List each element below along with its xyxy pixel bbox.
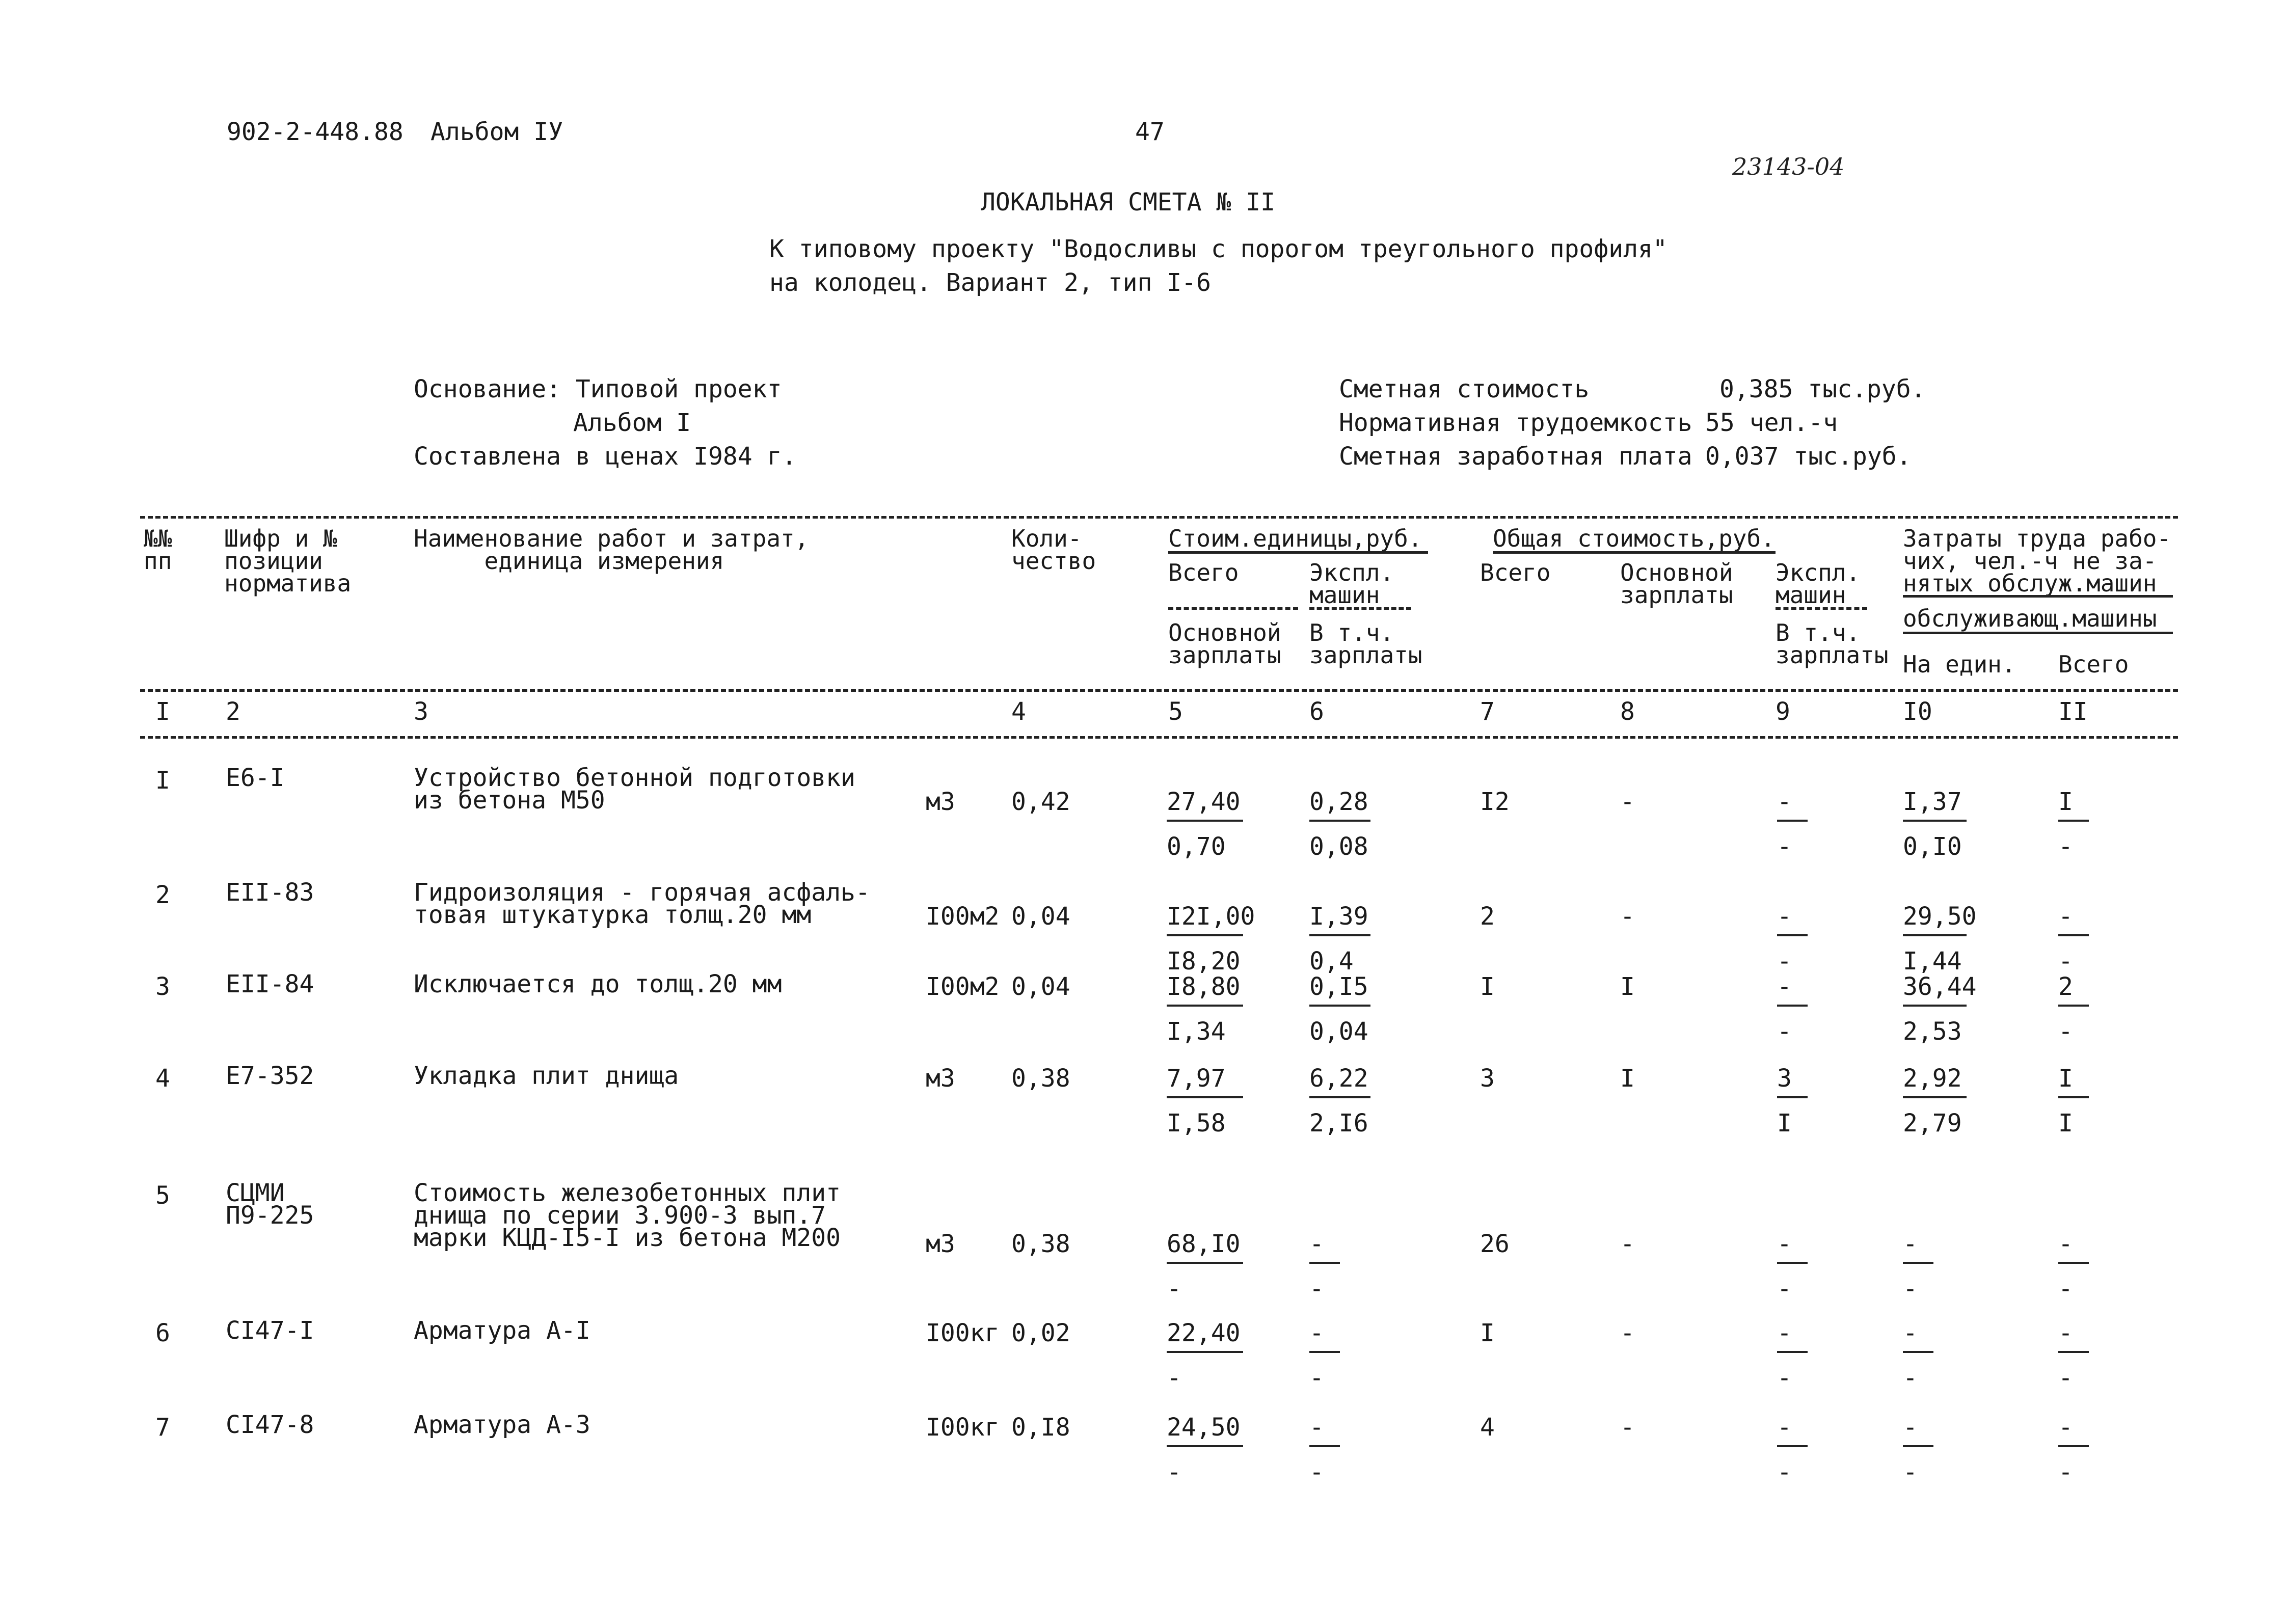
header-labor-sub: обслуживающ.машины	[1903, 605, 2157, 632]
row-name: Арматура А-I	[414, 1316, 590, 1345]
row-total-cost: 2	[1480, 902, 1495, 931]
row-c10-bottom: 2,53	[1903, 1017, 1962, 1046]
row-c6-bottom: 2,I6	[1309, 1109, 1368, 1138]
colnum-11: II	[2058, 697, 2088, 726]
row-c10-fraction-line	[1903, 1262, 1933, 1264]
row-code: Е7-352	[226, 1062, 314, 1090]
row-c10-top: 29,50	[1903, 902, 1977, 931]
summary-label-wage: Сметная заработная плата	[1339, 442, 1692, 471]
row-c9-bottom: I	[1777, 1109, 1792, 1138]
row-code: Е6-I	[226, 764, 285, 792]
header-c5-divider	[1168, 607, 1298, 610]
row-c9-top: -	[1777, 1230, 1792, 1258]
row-c10-bottom: I,44	[1903, 947, 1962, 976]
row-c6-fraction-line	[1309, 820, 1370, 822]
basis-line2: Альбом I	[573, 409, 691, 437]
row-number: I	[155, 766, 170, 795]
row-c11-top: 2	[2058, 972, 2073, 1001]
row-c11-fraction-line	[2058, 1351, 2089, 1353]
row-c6-top: -	[1309, 1230, 1324, 1258]
colnum-4: 4	[1011, 697, 1026, 726]
row-total-cost: I	[1480, 1319, 1495, 1347]
row-total-base-wage: -	[1620, 902, 1635, 931]
row-name: Арматура А-3	[414, 1411, 590, 1439]
row-c11-top: -	[2058, 1230, 2073, 1258]
header-name: Наименование работ и затрат, единица измерения	[414, 525, 809, 575]
header-c9-divider	[1776, 607, 1867, 610]
row-c9-fraction-line	[1777, 1005, 1808, 1007]
row-c9-bottom: -	[1777, 1458, 1792, 1486]
header-top-rule	[140, 516, 2178, 519]
row-c9-top: -	[1777, 902, 1792, 931]
row-quantity: 0,02	[1011, 1319, 1070, 1347]
row-c10-fraction-line	[1903, 1445, 1933, 1447]
row-name: Гидроизоляция - горячая асфаль- товая штукатурка толщ.20 мм	[414, 878, 870, 929]
summary-value-wage: 0,037 тыс.руб.	[1705, 442, 1912, 471]
row-c10-bottom: -	[1903, 1364, 1918, 1392]
row-c11-top: I	[2058, 1064, 2073, 1093]
row-c11-fraction-line	[2058, 934, 2089, 936]
header-quantity: Коли- чество	[1011, 525, 1096, 575]
row-c10-fraction-line	[1903, 1005, 1967, 1007]
row-c5-fraction-line	[1167, 1005, 1243, 1007]
document-title: ЛОКАЛЬНАЯ СМЕТА № II	[981, 188, 1275, 216]
header-code: Шифр и № позиции норматива	[224, 525, 352, 597]
row-c9-bottom: -	[1777, 1364, 1792, 1392]
row-c9-bottom: -	[1777, 947, 1792, 976]
row-c5-top: 24,50	[1167, 1413, 1241, 1442]
row-c11-bottom: -	[2058, 1275, 2073, 1303]
colnum-3: 3	[414, 697, 428, 726]
row-number: 3	[155, 972, 170, 1001]
summary-value-cost: 0,385 тыс.руб.	[1719, 375, 1926, 403]
row-name: Исключается до толщ.20 мм	[414, 970, 782, 998]
row-name: Укладка плит днища	[414, 1062, 679, 1090]
header-c6-divider	[1309, 607, 1411, 610]
row-number: 6	[155, 1319, 170, 1347]
row-quantity: 0,42	[1011, 788, 1070, 816]
row-c9-fraction-line	[1777, 820, 1808, 822]
header-c6-top: Экспл. машин	[1309, 559, 1394, 609]
row-c5-top: 68,I0	[1167, 1230, 1241, 1258]
row-unit: м3	[926, 788, 955, 816]
colnum-8: 8	[1620, 697, 1635, 726]
colnum-6: 6	[1309, 697, 1324, 726]
header-row-number: №№ пп	[144, 525, 172, 575]
row-total-cost: 3	[1480, 1064, 1495, 1093]
row-total-base-wage: -	[1620, 1230, 1635, 1258]
row-c10-top: -	[1903, 1413, 1918, 1442]
subtitle-line2: на колодец. Вариант 2, тип I-6	[769, 268, 1211, 297]
row-total-base-wage: -	[1620, 1319, 1635, 1347]
summary-value-labor: 55 чел.-ч	[1705, 409, 1838, 437]
handwritten-code: 23143-04	[1732, 153, 1845, 180]
row-c5-bottom: I,34	[1167, 1017, 1226, 1046]
row-quantity: 0,38	[1011, 1064, 1070, 1093]
row-unit: м3	[926, 1230, 955, 1258]
row-c6-top: -	[1309, 1319, 1324, 1347]
row-total-base-wage: I	[1620, 972, 1635, 1001]
row-c10-bottom: 0,I0	[1903, 832, 1962, 861]
row-c10-top: -	[1903, 1230, 1918, 1258]
row-unit: I00кг	[926, 1413, 1000, 1442]
row-c5-top: 27,40	[1167, 788, 1241, 816]
header-c5-bottom: Основной зарплаты	[1168, 619, 1281, 669]
row-c5-bottom: -	[1167, 1458, 1181, 1486]
row-code: ЕII-84	[226, 970, 314, 998]
row-c6-fraction-line	[1309, 1262, 1340, 1264]
row-c10-bottom: 2,79	[1903, 1109, 1962, 1138]
row-total-cost: 4	[1480, 1413, 1495, 1442]
row-c11-fraction-line	[2058, 820, 2089, 822]
header-labor-underline	[1903, 595, 2173, 598]
row-c9-bottom: -	[1777, 832, 1792, 861]
row-c10-top: -	[1903, 1319, 1918, 1347]
row-c11-bottom: -	[2058, 947, 2073, 976]
row-c6-fraction-line	[1309, 1005, 1370, 1007]
header-c5-top: Всего	[1168, 559, 1239, 586]
header-c6-bottom: В т.ч. зарплаты	[1309, 619, 1422, 669]
row-unit: I00м2	[926, 972, 1000, 1001]
header-c7: Всего	[1480, 559, 1551, 586]
row-name: Стоимость железобетонных плит днища по серии 3.900-3 вып.7 марки КЦД-I5-I из бетона М200	[414, 1179, 841, 1252]
row-c6-bottom: 0,08	[1309, 832, 1368, 861]
row-total-base-wage: -	[1620, 788, 1635, 816]
basis-line3: Составлена в ценах I984 г.	[414, 442, 797, 471]
row-code: СЦМИ П9-225	[226, 1179, 314, 1230]
row-c5-fraction-line	[1167, 1096, 1243, 1098]
row-c10-fraction-line	[1903, 820, 1967, 822]
row-c9-fraction-line	[1777, 1445, 1808, 1447]
row-c5-fraction-line	[1167, 1262, 1243, 1264]
header-bottom-rule	[140, 736, 2178, 739]
row-c10-top: 36,44	[1903, 972, 1977, 1001]
header-mid-rule	[140, 689, 2178, 692]
page-number: 47	[1135, 118, 1165, 146]
row-number: 4	[155, 1064, 170, 1093]
colnum-9: 9	[1776, 697, 1790, 726]
row-total-base-wage: -	[1620, 1413, 1635, 1442]
doc-code: 902-2-448.88	[227, 118, 404, 146]
row-c11-fraction-line	[2058, 1262, 2089, 1264]
row-c10-bottom: -	[1903, 1458, 1918, 1486]
row-unit: м3	[926, 1064, 955, 1093]
row-c10-fraction-line	[1903, 1351, 1933, 1353]
header-total-cost: Общая стоимость,руб.	[1493, 525, 1775, 552]
row-number: 2	[155, 881, 170, 909]
row-c11-top: -	[2058, 902, 2073, 931]
header-unit-cost: Стоим.единицы,руб.	[1168, 525, 1422, 552]
row-c10-bottom: -	[1903, 1275, 1918, 1303]
row-code: ЕII-83	[226, 878, 314, 907]
row-c5-fraction-line	[1167, 934, 1243, 936]
header-unit-cost-underline	[1168, 551, 1428, 554]
row-c11-top: I	[2058, 788, 2073, 816]
header-labor: Затраты труда рабо- чих, чел.-ч не за- нятых обслуж.машин	[1903, 525, 2171, 597]
row-number: 7	[155, 1413, 170, 1442]
row-unit: I00кг	[926, 1319, 1000, 1347]
row-c10-fraction-line	[1903, 1096, 1967, 1098]
row-c11-fraction-line	[2058, 1096, 2089, 1098]
colnum-2: 2	[226, 697, 240, 726]
row-c9-top: -	[1777, 1413, 1792, 1442]
row-c11-top: -	[2058, 1319, 2073, 1347]
row-c5-bottom: -	[1167, 1364, 1181, 1392]
header-c10: На един.	[1903, 651, 2016, 678]
row-total-base-wage: I	[1620, 1064, 1635, 1093]
row-c5-top: 7,97	[1167, 1064, 1226, 1093]
row-name: Устройство бетонной подготовки из бетона М50	[414, 764, 855, 815]
row-number: 5	[155, 1181, 170, 1210]
row-total-cost: I	[1480, 972, 1495, 1001]
row-c11-bottom: -	[2058, 832, 2073, 861]
row-c5-top: I2I,00	[1167, 902, 1255, 931]
row-c6-bottom: 0,04	[1309, 1017, 1368, 1046]
row-code: СI47-I	[226, 1316, 314, 1345]
row-c9-fraction-line	[1777, 1351, 1808, 1353]
row-c5-top: 22,40	[1167, 1319, 1241, 1347]
row-c5-bottom: I8,20	[1167, 947, 1241, 976]
row-quantity: 0,I8	[1011, 1413, 1070, 1442]
summary-label-labor: Нормативная трудоемкость	[1339, 409, 1692, 437]
header-c11: Всего	[2058, 651, 2129, 678]
row-c11-bottom: -	[2058, 1364, 2073, 1392]
colnum-10: I0	[1903, 697, 1932, 726]
row-c10-fraction-line	[1903, 934, 1967, 936]
row-c6-fraction-line	[1309, 1445, 1340, 1447]
row-c6-fraction-line	[1309, 1096, 1370, 1098]
row-c6-bottom: -	[1309, 1275, 1324, 1303]
row-c6-top: 0,I5	[1309, 972, 1368, 1001]
row-quantity: 0,04	[1011, 902, 1070, 931]
row-total-cost: I2	[1480, 788, 1510, 816]
row-c5-bottom: 0,70	[1167, 832, 1226, 861]
basis-line1: Основание: Типовой проект	[414, 375, 782, 403]
row-c9-top: 3	[1777, 1064, 1792, 1093]
row-c6-bottom: -	[1309, 1364, 1324, 1392]
header-labor-sub-underline	[1903, 632, 2173, 634]
row-c5-top: I8,80	[1167, 972, 1241, 1001]
row-c11-bottom: I	[2058, 1109, 2073, 1138]
colnum-5: 5	[1168, 697, 1183, 726]
row-c5-bottom: -	[1167, 1275, 1181, 1303]
row-c6-top: 6,22	[1309, 1064, 1368, 1093]
row-quantity: 0,38	[1011, 1230, 1070, 1258]
album-label: Альбом IУ	[431, 118, 563, 146]
row-c11-fraction-line	[2058, 1005, 2089, 1007]
subtitle-line1: К типовому проекту "Водосливы с порогом треугольного профиля"	[769, 235, 1668, 263]
row-c6-top: I,39	[1309, 902, 1368, 931]
row-quantity: 0,04	[1011, 972, 1070, 1001]
row-c9-bottom: -	[1777, 1017, 1792, 1046]
row-c9-fraction-line	[1777, 1262, 1808, 1264]
row-c9-top: -	[1777, 1319, 1792, 1347]
row-c10-top: 2,92	[1903, 1064, 1962, 1093]
row-c11-bottom: -	[2058, 1458, 2073, 1486]
row-c11-top: -	[2058, 1413, 2073, 1442]
row-c6-fraction-line	[1309, 934, 1370, 936]
row-c11-fraction-line	[2058, 1445, 2089, 1447]
colnum-7: 7	[1480, 697, 1495, 726]
row-c5-fraction-line	[1167, 820, 1243, 822]
row-c5-bottom: I,58	[1167, 1109, 1226, 1138]
header-c9-top: Экспл. машин	[1776, 559, 1861, 609]
header-c8: Основной зарплаты	[1620, 559, 1733, 609]
row-c5-fraction-line	[1167, 1351, 1243, 1353]
row-unit: I00м2	[926, 902, 1000, 931]
row-c6-bottom: 0,4	[1309, 947, 1354, 976]
row-code: СI47-8	[226, 1411, 314, 1439]
summary-label-cost: Сметная стоимость	[1339, 375, 1590, 403]
header-c9-bottom: В т.ч. зарплаты	[1776, 619, 1889, 669]
row-c9-fraction-line	[1777, 934, 1808, 936]
row-c9-bottom: -	[1777, 1275, 1792, 1303]
colnum-1: I	[155, 697, 170, 726]
row-c9-top: -	[1777, 788, 1792, 816]
row-c6-top: 0,28	[1309, 788, 1368, 816]
row-c10-top: I,37	[1903, 788, 1962, 816]
row-c6-bottom: -	[1309, 1458, 1324, 1486]
row-c6-top: -	[1309, 1413, 1324, 1442]
row-c6-fraction-line	[1309, 1351, 1340, 1353]
row-c9-fraction-line	[1777, 1096, 1808, 1098]
header-total-cost-underline	[1493, 551, 1776, 554]
row-c11-bottom: -	[2058, 1017, 2073, 1046]
row-c5-fraction-line	[1167, 1445, 1243, 1447]
row-total-cost: 26	[1480, 1230, 1510, 1258]
row-c9-top: -	[1777, 972, 1792, 1001]
